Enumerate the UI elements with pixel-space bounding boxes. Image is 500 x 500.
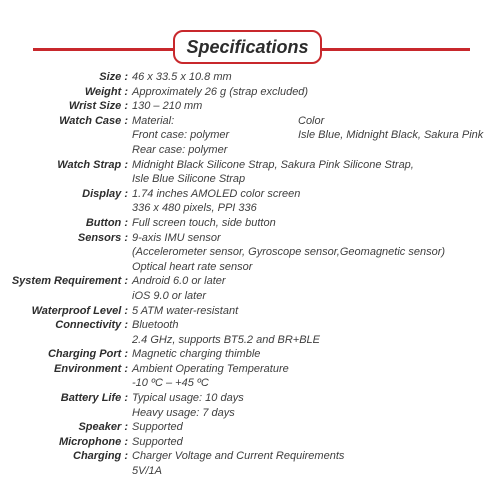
spec-value: [132, 304, 500, 319]
spec-label: Display :: [82, 187, 128, 200]
specifications-header: [0, 22, 500, 62]
spec-row: [0, 158, 500, 187]
spec-label: Speaker :: [78, 421, 128, 434]
spec-label: Charging :: [73, 450, 128, 463]
spec-label: System Requirement :: [11, 275, 128, 288]
spec-value-line: (Accelerometer sensor, Gyroscope sensor,Geomagnetic sensor): [132, 246, 446, 259]
spec-label: Wrist Size :: [68, 100, 128, 113]
spec-value: [132, 274, 500, 303]
spec-value: [132, 158, 500, 187]
spec-table: [0, 70, 500, 479]
spec-value-line: Optical heart rate sensor: [132, 260, 253, 273]
spec-label: Weight :: [84, 85, 128, 98]
spec-row: [0, 216, 500, 231]
spec-value: [132, 347, 500, 362]
spec-row: [0, 435, 500, 450]
spec-row: [0, 70, 500, 85]
spec-label: Connectivity :: [55, 319, 128, 332]
spec-row: [0, 85, 500, 100]
page-title: Specifications: [173, 30, 322, 64]
spec-value: [132, 318, 500, 347]
spec-value-line: 2.4 GHz, supports BT5.2 and BR+BLE: [132, 333, 321, 346]
spec-row: [0, 304, 500, 319]
spec-value: [132, 216, 500, 231]
spec-value-line: 5V/1A: [132, 465, 162, 478]
spec-row: [0, 420, 500, 435]
spec-value-line: Bluetooth: [132, 319, 179, 332]
spec-value: [132, 449, 500, 478]
spec-row: [0, 347, 500, 362]
case-line: [132, 128, 500, 143]
spec-row: [0, 274, 500, 303]
spec-value-line: 1.74 inches AMOLED color screen: [132, 187, 301, 200]
spec-row: [0, 114, 500, 158]
spec-value-line: Supported: [132, 435, 183, 448]
spec-value-line: Heavy usage: 7 days: [132, 406, 235, 419]
spec-label: Size :: [99, 71, 128, 83]
spec-value-line: 5 ATM water-resistant: [132, 304, 239, 317]
spec-value-line: Approximately 26 g (strap excluded): [132, 85, 309, 98]
spec-value-line: 46 x 33.5 x 10.8 mm: [132, 71, 232, 83]
case-line: [132, 114, 500, 129]
spec-row: [0, 362, 500, 391]
spec-value-line: 336 x 480 pixels, PPI 336: [132, 202, 257, 215]
spec-label: Battery Life :: [60, 392, 128, 405]
spec-value-line: Full screen touch, side button: [132, 216, 276, 229]
spec-row: [0, 449, 500, 478]
spec-value: [132, 114, 500, 158]
spec-value-line: -10 ºC – +45 ºC: [132, 377, 209, 390]
spec-value: [132, 391, 500, 420]
spec-row: [0, 99, 500, 114]
spec-value: [132, 362, 500, 391]
spec-value-line: Android 6.0 or later: [132, 275, 226, 288]
spec-value: [132, 420, 500, 435]
spec-label: Button :: [85, 216, 128, 229]
spec-row: [0, 391, 500, 420]
spec-value-line: 130 – 210 mm: [132, 100, 203, 113]
spec-value-line: Ambient Operating Temperature: [132, 362, 289, 375]
spec-value: [132, 231, 500, 275]
spec-row: [0, 187, 500, 216]
case-line: [132, 143, 500, 158]
case-material-text: Rear case: polymer: [132, 143, 228, 156]
header-rule-left: [33, 48, 173, 51]
spec-label: Microphone :: [58, 435, 128, 448]
spec-value-line: 9-axis IMU sensor: [132, 231, 221, 244]
spec-value-line: Midnight Black Silicone Strap, Sakura Pink Silicone Strap,: [132, 158, 414, 171]
spec-value-line: Charger Voltage and Current Requirements: [132, 450, 345, 463]
spec-value-line: iOS 9.0 or later: [132, 289, 206, 302]
spec-label: Watch Strap :: [57, 158, 128, 171]
spec-value-line: Supported: [132, 421, 183, 434]
spec-value: [132, 70, 500, 85]
header-rule-right: [322, 48, 470, 51]
spec-label: Charging Port :: [47, 348, 128, 361]
case-color-text: Isle Blue, Midnight Black, Sakura Pink: [298, 129, 484, 142]
spec-label: Sensors :: [77, 231, 128, 244]
spec-label: Watch Case :: [59, 114, 128, 127]
spec-row: [0, 231, 500, 275]
spec-label: Waterproof Level :: [31, 304, 128, 317]
spec-value-line: Typical usage: 10 days: [132, 392, 244, 405]
spec-value: [132, 435, 500, 450]
case-material-text: Material:: [132, 114, 175, 127]
spec-value: [132, 99, 500, 114]
spec-value-line: Isle Blue Silicone Strap: [132, 173, 246, 186]
spec-value: [132, 85, 500, 100]
spec-label: Environment :: [54, 362, 128, 375]
case-color-text: Color: [298, 114, 325, 127]
case-material-text: Front case: polymer: [132, 129, 230, 142]
spec-value-line: Magnetic charging thimble: [132, 348, 261, 361]
spec-row: [0, 318, 500, 347]
spec-value: [132, 187, 500, 216]
